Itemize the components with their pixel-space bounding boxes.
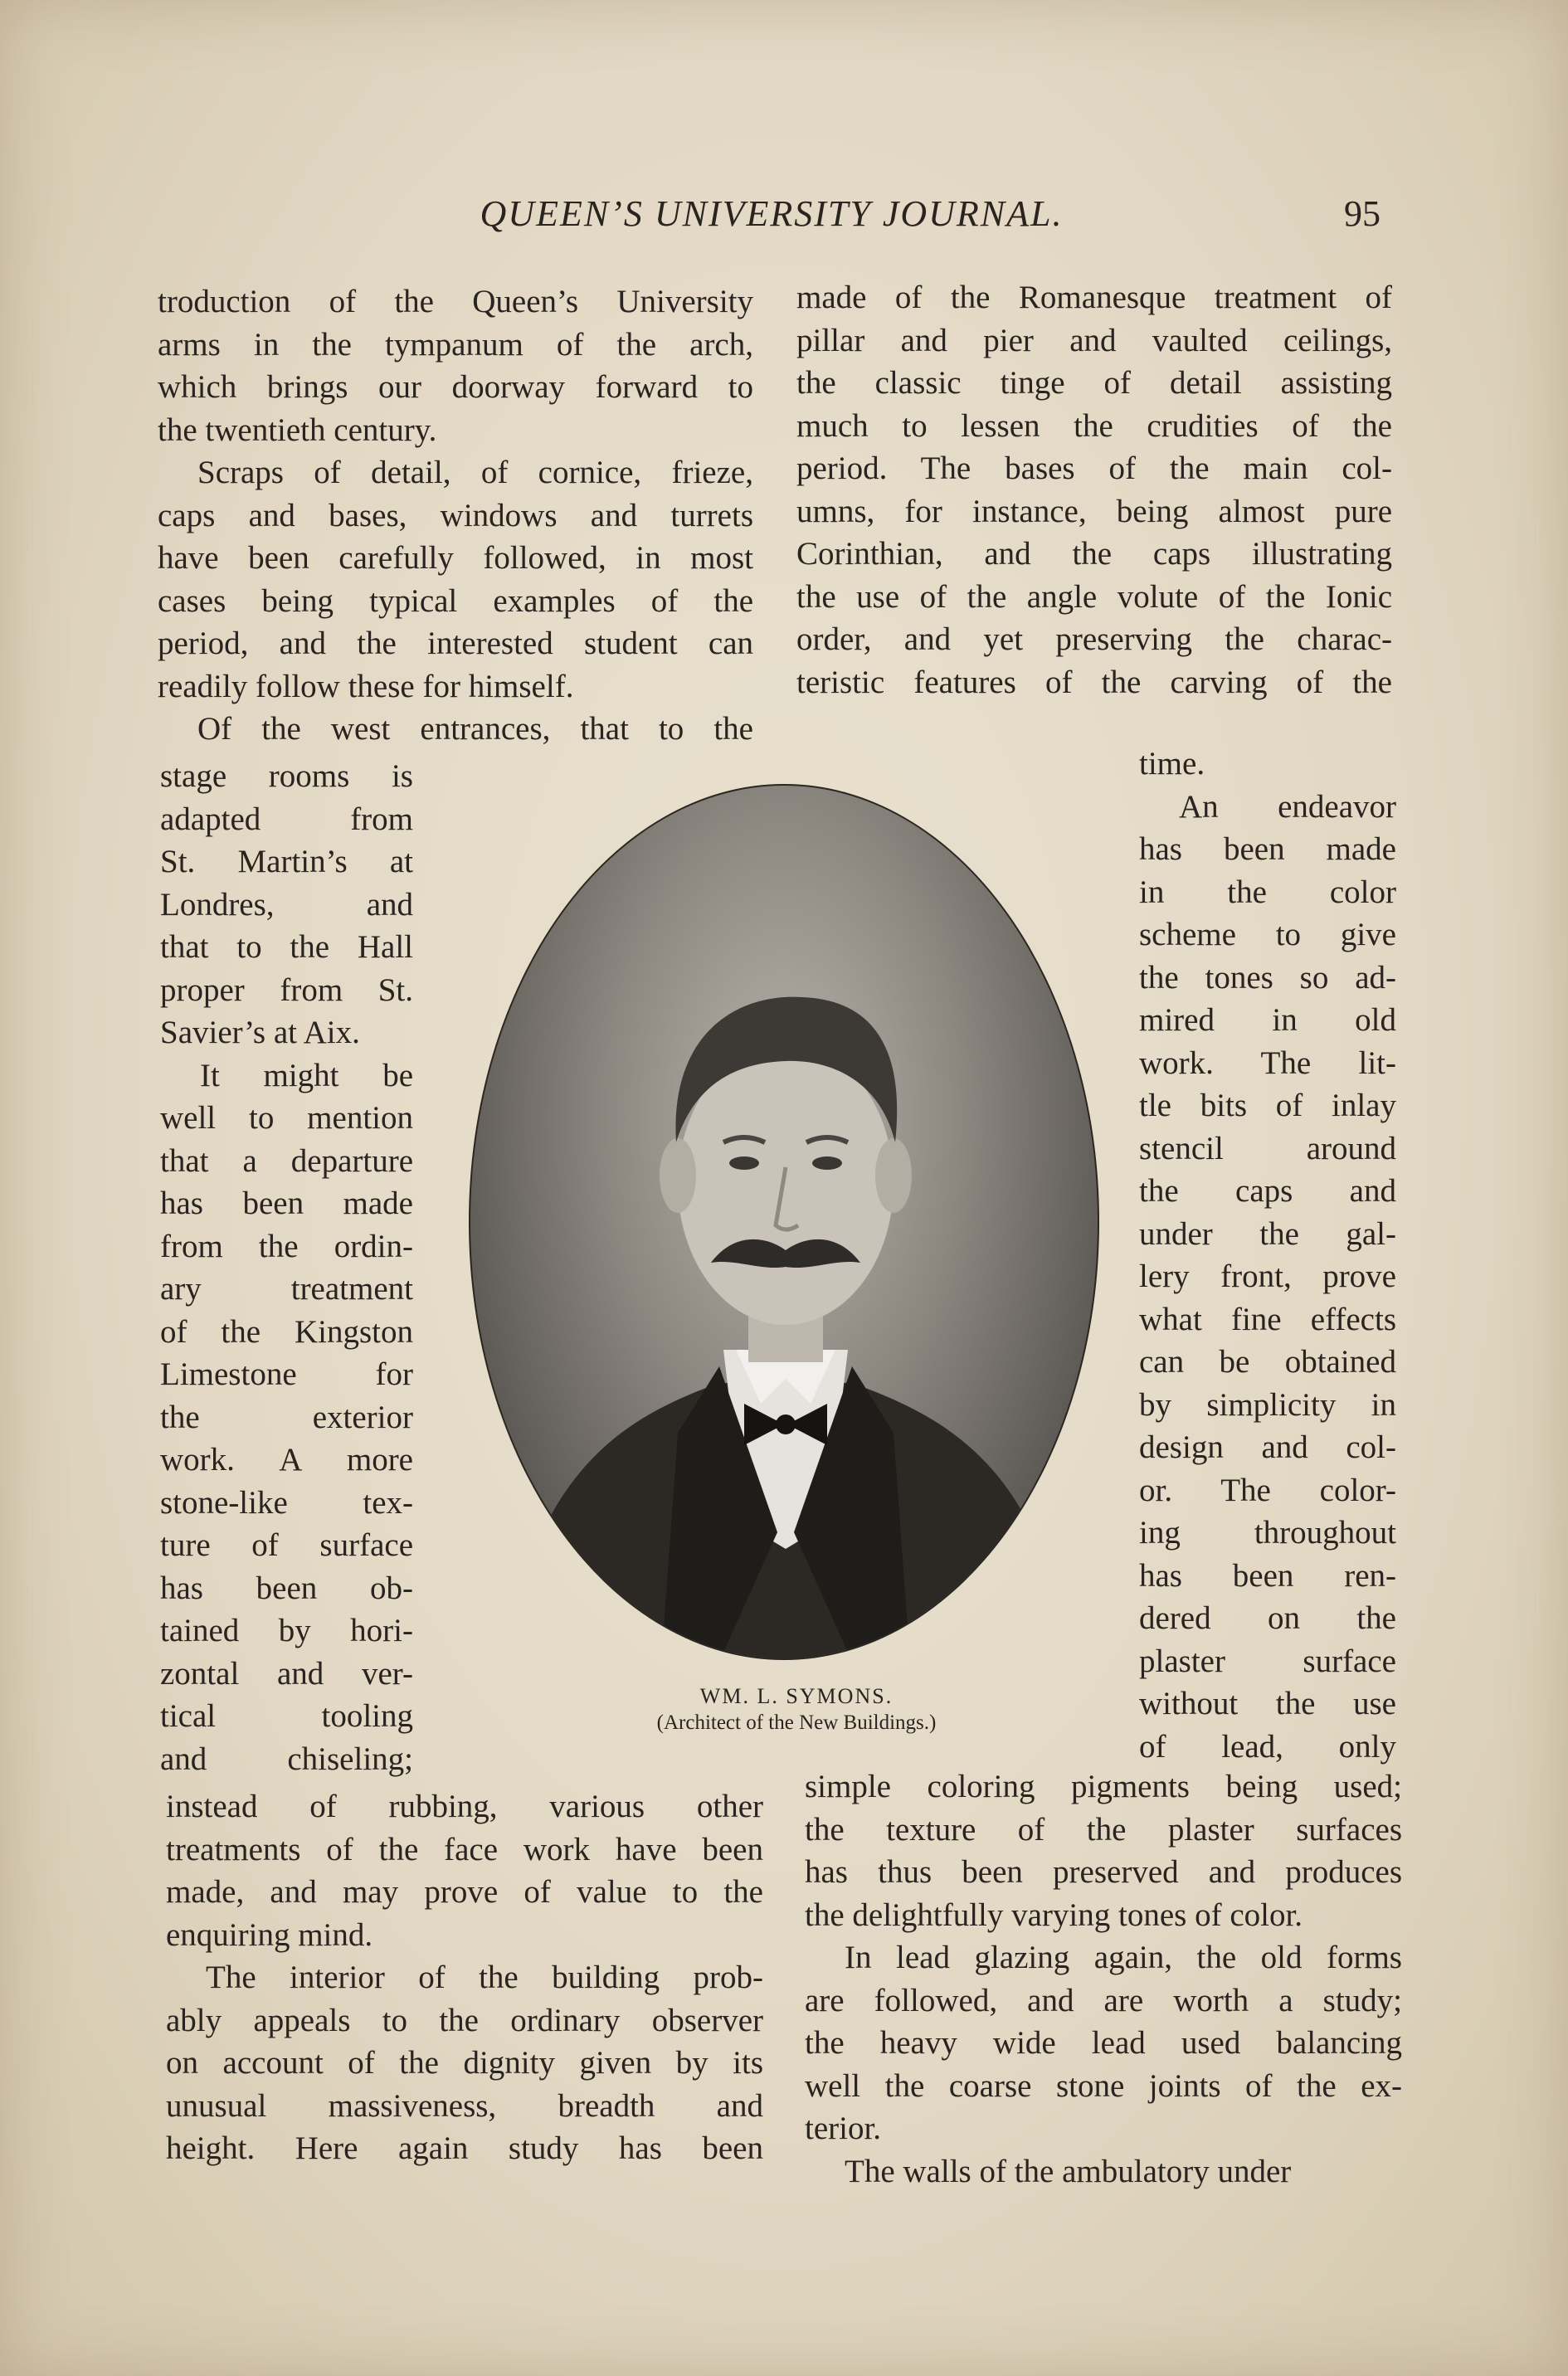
text-line: simple coloring pigments being used;	[805, 1769, 1402, 1804]
text-line: ing throughout	[1139, 1515, 1396, 1551]
text-line: period, and the interested student can	[158, 626, 753, 661]
text-line: can be obtained	[1139, 1344, 1396, 1380]
text-line: which brings our doorway forward to	[158, 369, 753, 405]
text-line: that a departure	[160, 1142, 413, 1179]
text-line: has been made	[160, 1186, 413, 1221]
text-line: order, and yet preserving the charac-	[796, 621, 1392, 657]
text-line: has been ob-	[160, 1570, 413, 1606]
text-line: time.	[1139, 746, 1205, 781]
text-line: plaster surface	[1139, 1643, 1396, 1679]
text-line: Londres, and	[160, 886, 413, 923]
text-line: made of the Romanesque treatment of	[796, 280, 1392, 315]
text-line: of the Kingston	[160, 1313, 413, 1350]
text-line: In lead glazing again, the old forms	[845, 1940, 1402, 1975]
text-line: Savier’s at Aix.	[160, 1015, 360, 1050]
text-line: umns, for instance, being almost pure	[796, 493, 1392, 529]
text-line: An endeavor	[1179, 788, 1396, 825]
text-line: are followed, and are worth a study;	[805, 1982, 1402, 2018]
text-line: design and col-	[1139, 1429, 1396, 1465]
text-line: pillar and pier and vaulted ceilings,	[796, 322, 1392, 358]
text-line: period. The bases of the main col-	[796, 450, 1392, 486]
page-number: 95	[1344, 193, 1381, 234]
text-line: without the use	[1139, 1686, 1396, 1721]
text-line: ture of surface	[160, 1527, 413, 1563]
text-line: the heavy wide lead used balancing	[805, 2025, 1402, 2061]
text-line: the texture of the plaster surfaces	[805, 1811, 1402, 1848]
text-line: the delightfully varying tones of color.	[805, 1896, 1303, 1933]
text-line: made, and may prove of value to the	[166, 1874, 763, 1910]
text-line: terior.	[805, 2111, 882, 2146]
figure-caption-role: (Architect of the New Buildings.)	[656, 1711, 937, 1734]
text-line: stencil around	[1139, 1130, 1396, 1166]
text-line: the classic tinge of detail assisting	[796, 365, 1392, 401]
text-line: the twentieth century.	[158, 411, 437, 448]
text-line: the use of the angle volute of the Ionic	[796, 578, 1392, 615]
text-line: in the color	[1139, 874, 1396, 910]
text-line: that to the Hall	[160, 929, 413, 965]
text-line: lery front, prove	[1139, 1259, 1396, 1294]
text-line: well the coarse stone joints of the ex-	[805, 2067, 1402, 2104]
text-line: ary treatment	[160, 1271, 413, 1307]
text-line: enquiring mind.	[166, 1916, 373, 1953]
text-line: of lead, only	[1139, 1728, 1396, 1765]
text-line: and chiseling;	[160, 1741, 413, 1777]
text-line: mired in old	[1139, 1002, 1396, 1038]
text-line: readily follow these for himself.	[158, 668, 574, 704]
portrait-figure	[470, 786, 1099, 1660]
text-line: well to mention	[160, 1100, 413, 1136]
text-line: caps and bases, windows and turrets	[158, 497, 753, 533]
text-line: It might be	[200, 1057, 413, 1093]
text-line: has thus been preserved and produces	[805, 1854, 1402, 1890]
text-line: cases being typical examples of the	[158, 582, 753, 619]
text-line: tained by hori-	[160, 1613, 413, 1648]
text-line: treatments of the face work have been	[166, 1831, 763, 1867]
text-line: Limestone for	[160, 1356, 413, 1392]
text-line: dered on the	[1139, 1600, 1396, 1636]
text-line: what fine effects	[1139, 1301, 1396, 1337]
text-line: The interior of the building prob-	[206, 1960, 763, 1995]
text-line: ably appeals to the ordinary observer	[166, 2002, 763, 2038]
text-line: tical tooling	[160, 1698, 413, 1734]
text-line: instead of rubbing, various other	[166, 1789, 763, 1824]
text-line: proper from St.	[160, 971, 413, 1008]
text-line: zontal and ver-	[160, 1655, 413, 1692]
figure-caption-name: WM. L. SYMONS.	[699, 1684, 894, 1708]
text-line: under the gal-	[1139, 1215, 1396, 1252]
text-line: the caps and	[1139, 1173, 1396, 1209]
text-line: has been made	[1139, 831, 1396, 867]
portrait-photo	[469, 784, 1099, 1660]
text-line: troduction of the Queen’s University	[158, 284, 753, 319]
text-line: stage rooms is	[160, 758, 413, 794]
running-header: QUEEN’S UNIVERSITY JOURNAL.	[480, 193, 1064, 234]
text-line: much to lessen the crudities of the	[796, 407, 1392, 444]
text-line: St. Martin’s at	[160, 844, 413, 879]
text-line: work. A more	[160, 1442, 413, 1478]
text-line: the exterior	[160, 1399, 413, 1435]
text-line: work. The lit-	[1139, 1044, 1396, 1081]
text-line: from the ordin-	[160, 1228, 413, 1264]
text-line: the tones so ad-	[1139, 959, 1396, 996]
text-line: stone-like tex-	[160, 1484, 413, 1521]
text-line: or. The color-	[1139, 1472, 1396, 1508]
text-line: on account of the dignity given by its	[166, 2045, 763, 2081]
text-line: height. Here again study has been	[166, 2130, 763, 2166]
text-line: has been ren-	[1139, 1557, 1396, 1594]
text-line: Of the west entrances, that to the	[197, 711, 753, 747]
text-line: Corinthian, and the caps illustrating	[796, 536, 1392, 572]
text-line: tle bits of inlay	[1139, 1088, 1396, 1123]
text-line: teristic features of the carving of the	[796, 664, 1392, 700]
text-line: unusual massiveness, breadth and	[166, 2087, 763, 2124]
text-line: have been carefully followed, in most	[158, 540, 753, 576]
text-line: arms in the tympanum of the arch,	[158, 326, 753, 363]
text-line: adapted from	[160, 801, 413, 837]
text-line: The walls of the ambulatory under	[845, 2153, 1292, 2189]
text-line: scheme to give	[1139, 917, 1396, 952]
text-line: Scraps of detail, of cornice, frieze,	[197, 455, 753, 490]
text-line: by simplicity in	[1139, 1386, 1396, 1423]
